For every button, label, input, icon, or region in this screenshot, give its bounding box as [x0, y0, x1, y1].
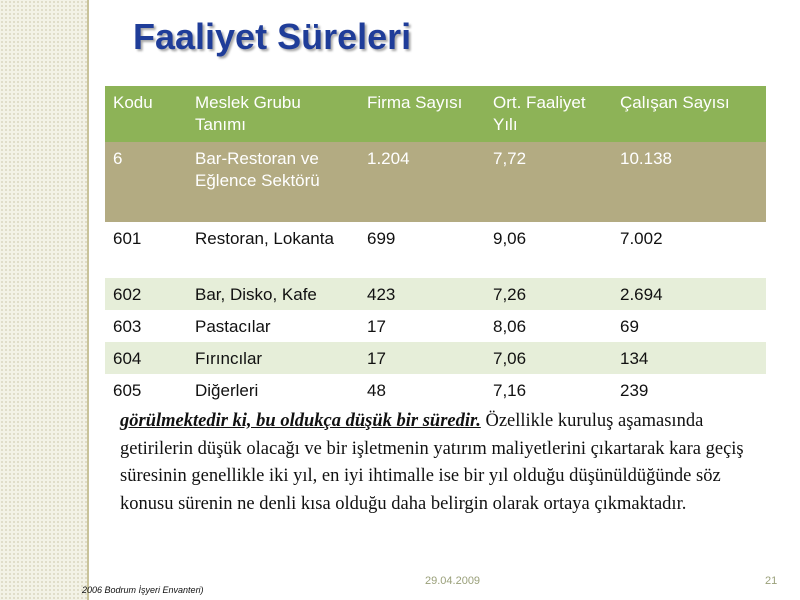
table-header-row	[105, 86, 766, 142]
table-row	[105, 222, 766, 278]
cell-firm-count: 699	[359, 222, 485, 278]
emphasized-statement: görülmektedir ki, bu oldukça düşük bir süredir.	[120, 411, 481, 431]
table-row	[105, 278, 766, 310]
cell-firm-count: 17	[359, 342, 485, 374]
table-row	[105, 342, 766, 374]
cell-firm-count: 1.204	[359, 142, 485, 222]
cell-avg-years: 7,06	[485, 342, 612, 374]
header-occupation-group: Meslek Grubu Tanımı	[187, 86, 359, 142]
cell-code: 603	[105, 310, 187, 342]
cell-code: 604	[105, 342, 187, 374]
body-paragraph	[120, 408, 760, 518]
side-divider-line	[87, 0, 89, 600]
table-row	[105, 374, 766, 406]
source-note: 2006 Bodrum İşyeri Envanteri)	[82, 585, 204, 595]
footer-date: 29.04.2009	[425, 575, 481, 587]
cell-avg-years: 7,26	[485, 278, 612, 310]
cell-avg-years: 7,16	[485, 374, 612, 406]
cell-employees: 10.138	[612, 142, 766, 222]
cell-avg-years: 9,06	[485, 222, 612, 278]
slide-title: Faaliyet Süreleri	[133, 16, 412, 57]
cell-occupation: Pastacılar	[187, 310, 359, 342]
header-firm-count: Firma Sayısı	[359, 86, 485, 142]
header-avg-activity-years: Ort. Faaliyet Yılı	[485, 86, 612, 142]
header-code: Kodu	[105, 86, 187, 142]
cell-code: 602	[105, 278, 187, 310]
cell-firm-count: 17	[359, 310, 485, 342]
cell-employees: 239	[612, 374, 766, 406]
cell-occupation: Fırıncılar	[187, 342, 359, 374]
cell-occupation: Diğerleri	[187, 374, 359, 406]
cell-employees: 134	[612, 342, 766, 374]
cell-code: 601	[105, 222, 187, 278]
cell-code: 6	[105, 142, 187, 222]
cell-employees: 69	[612, 310, 766, 342]
cell-code: 605	[105, 374, 187, 406]
cell-avg-years: 8,06	[485, 310, 612, 342]
cell-occupation: Bar, Disko, Kafe	[187, 278, 359, 310]
cell-avg-years: 7,72	[485, 142, 612, 222]
activity-duration-table	[105, 86, 766, 406]
cell-occupation: Restoran, Lokanta	[187, 222, 359, 278]
cell-firm-count: 48	[359, 374, 485, 406]
header-employee-count: Çalışan Sayısı	[612, 86, 766, 142]
page-number: 21	[765, 575, 778, 587]
side-decoration-panel	[0, 0, 87, 600]
table-row	[105, 142, 766, 222]
cell-employees: 7.002	[612, 222, 766, 278]
table-row	[105, 310, 766, 342]
cell-employees: 2.694	[612, 278, 766, 310]
cell-firm-count: 423	[359, 278, 485, 310]
paragraph-text: Özellikle kuruluş aşamasında getirilerin düşük olacağı ve bir işletmenin yatırım maliyetlerini çıkartarak kara geçiş süresinin genellikle iki yıl, en iyi ihtimalle ise bir yıl olduğu düşünüldüğünde söz konusu sürenin ne denli kısa olduğu daha belirgin olarak ortaya çıkmaktadır.	[120, 411, 744, 514]
cell-occupation: Bar-Restoran ve Eğlence Sektörü	[187, 142, 359, 222]
